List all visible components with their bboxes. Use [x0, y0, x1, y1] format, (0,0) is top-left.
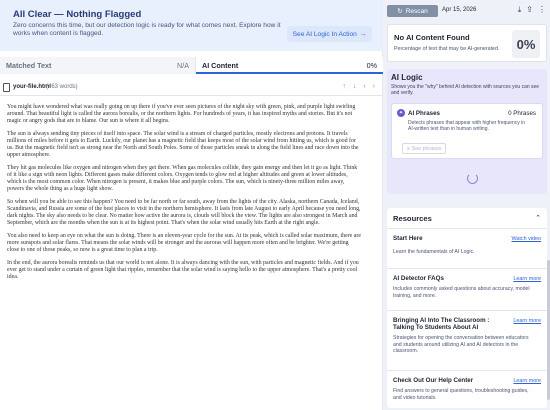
document-paragraph: In the end, the aurora borealis reminds us that our world is not alone. It is always dancing with the sun, with particles and magnetic fields. And if you ever get to stand under a curtain of green light that ripples, remember that the solar wind is saying hello to the upper atmosphere. That's a pretty cool idea.: [7, 260, 359, 281]
chevron-left-icon[interactable]: ‹: [363, 83, 366, 90]
resource-description: Includes commonly asked questions about accuracy, model training, and more.: [393, 286, 530, 299]
document-paragraph: So when will you be able to see this happen? You need to be far north or far south, away from the lights of the city. Alaska, northern Canada, Iceland, Scandinavia, and Russia are some of the best places to visit in the northern hemisphere. It lasts from late August to early April because you need long, dark nights. The sky also needs to be clear. No matter how active the aurora is, clouds will block the view. The lights are also strongest in March and September, which are the months when the sun is at its highest point. That's when the solar wind usually hits Earth at the right angle.: [7, 199, 361, 226]
resource-description: Strategies for opening the conversation between educators and students around utilizing AI and AI detectors in the classroom.: [393, 335, 529, 354]
score-title: No AI Content Found: [394, 33, 470, 42]
ai-phrases-count: 0 Phrases: [508, 110, 536, 117]
ai-phrases-title: AI Phrases: [408, 110, 440, 117]
rescan-label: Rescan: [405, 7, 428, 15]
arrow-down-icon[interactable]: ↓: [352, 83, 357, 90]
tab-ai-content[interactable]: [196, 57, 383, 74]
arrow-up-icon[interactable]: ↑: [342, 83, 346, 90]
rescan-button[interactable]: [387, 5, 438, 17]
resources-panel: [387, 208, 547, 408]
toolbar-icons: [518, 5, 546, 15]
banner-title: All Clear — Nothing Flagged: [13, 9, 142, 20]
tab-matched-label: Matched Text: [6, 61, 52, 70]
tab-ai-value: 0%: [366, 61, 377, 70]
document-paragraph: The sun is always sending tiny pieces of itself into space. The solar wind is a stream of charged particles, mostly electrons and protons. It travels millions of miles before it gets to Earth. Luckily, our planet has a magnetic field that keeps most of the solar wind from hitting us, which is good for us. But the magnetic field isn't as strong near the North and South Poles. Some of those particles sneak in along the field lines and race down into the upper atmosphere.: [7, 131, 359, 158]
ai-logic-title: AI Logic: [391, 73, 423, 82]
resource-link[interactable]: Learn more: [513, 318, 541, 324]
word-count: (463 words): [46, 84, 78, 90]
chevron-up-icon[interactable]: ⌃: [535, 215, 541, 222]
resource-link[interactable]: Watch video: [511, 236, 541, 242]
banner-button-label: See AI Logic In Action: [292, 30, 357, 38]
see-phrases-button[interactable]: [402, 143, 446, 154]
resource-item: [387, 370, 547, 408]
ai-logic-description: Shows you the "why" behind AI detection with sources you can see and verify.: [391, 84, 540, 96]
see-ai-logic-button[interactable]: [287, 26, 372, 42]
more-icon[interactable]: ⋮: [538, 5, 546, 14]
download-icon[interactable]: ⤓: [517, 5, 522, 14]
ai-phrases-card: [391, 103, 543, 159]
document-paragraph: They hit gas molecules like oxygen and nitrogen when they get there. When gas molecules collide, they gain energy and then let it go as light. Think of it like a sign with neon lights. Different gases make different colors. Oxygen tends to glow red at higher altitudes and green at lower altitudes, which is the most common color. When nitrogen is present, it makes blue and purple colors. The sun, which is ninety-three million miles away, powers the whole thing as a huge light show.: [7, 165, 358, 192]
resource-link[interactable]: Learn more: [513, 378, 541, 384]
scan-date: Apr 15, 2026: [442, 7, 477, 13]
ai-phrases-description: Detects phrases that appear with higher frequency in AI-written text than in human writing.: [408, 120, 526, 132]
resource-title: Bringing AI Into The Classroom : Talking To Students About AI: [393, 317, 490, 332]
document-paragraph: You might have wondered what was really going on up there if you've ever seen pictures of the night sky with green, pink, and purple light swirling around. That beautiful light is called the aurora borealis, or the northern lights. For hundreds of years, it has inspired myths and stories. But it's not magic or angry gods that are to blame. Our sun is where it all begins.: [7, 104, 356, 124]
file-name: your-file.html: [13, 84, 52, 90]
resource-title: Start Here: [393, 235, 423, 242]
resource-title: Check Out Our Help Center: [393, 377, 474, 384]
tab-matched-value: N/A: [177, 61, 189, 70]
resources-heading: Resources: [393, 214, 432, 223]
sidebar: [383, 0, 550, 410]
loading-spinner-icon: [467, 173, 478, 184]
ai-score-card: [387, 24, 547, 62]
document-paragraph: You also need to keep an eye on what the sun is doing. There is an eleven-year cycle for the sun. At its peak, which is called solar maximum, there are more sunspots and solar flares. That means the solar winds will be stronger and the auroras will happen more often and be brighter. We're getting close to one of those peaks, so now is a great time to plan a trip.: [7, 233, 361, 253]
resource-item: [387, 310, 547, 370]
resource-link[interactable]: Learn more: [513, 276, 541, 282]
sidebar-toolbar: [383, 0, 550, 21]
arrow-right-icon: →: [359, 30, 367, 38]
resource-title: AI Detector FAQs: [393, 275, 444, 282]
match-navigation: [342, 83, 375, 90]
file-icon: [3, 83, 10, 92]
see-phrases-label: See phrases: [411, 145, 442, 152]
document-text: [7, 104, 362, 287]
result-tabs: [0, 57, 383, 74]
resource-item: [387, 228, 547, 268]
sparkle-icon: ✦: [398, 110, 404, 116]
status-banner: [0, 0, 383, 51]
chevron-right-icon[interactable]: ›: [372, 83, 375, 90]
banner-text: Zero concerns this time, but our detection logic is ready for what comes next. Explore how it works when content is flagged.: [13, 22, 281, 38]
resource-description: Learn the fundamentals of AI Logic.: [393, 249, 475, 255]
file-bar: [0, 80, 383, 96]
score-subtitle: Percentage of text that may be AI-generated.: [394, 46, 500, 52]
resource-item: [387, 268, 547, 310]
tab-matched-text[interactable]: [0, 57, 196, 74]
list-icon: ≡: [406, 145, 410, 152]
tab-ai-label: AI Content: [202, 61, 239, 70]
resource-description: Find answers to general questions, troubleshooting guides, and video tutorials.: [393, 388, 529, 401]
score-value: 0%: [512, 30, 540, 58]
share-icon[interactable]: ⇪: [526, 5, 533, 14]
refresh-icon: ↻: [397, 8, 403, 15]
ai-logic-panel: [387, 69, 547, 194]
